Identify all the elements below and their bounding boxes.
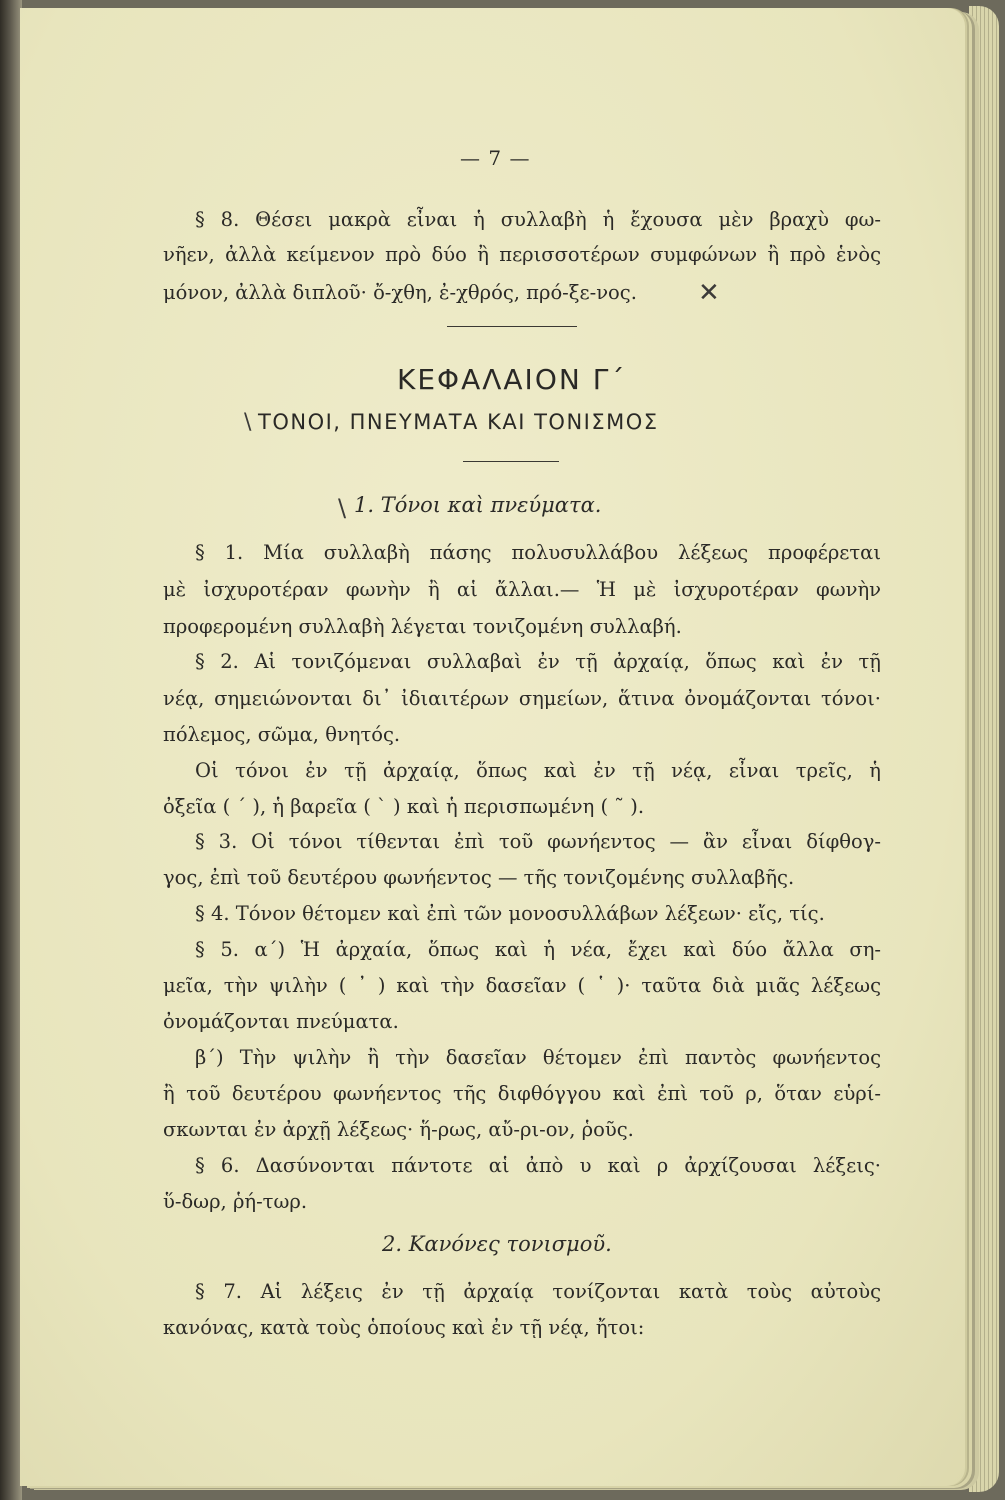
subsection-2-title: 2. Κανόνες τονισμοῦ. (382, 1232, 612, 1256)
chapter-title: ΚΕΦΑΛΑΙΟΝ Γ΄ (397, 363, 627, 396)
p3-line-1: Οἱ τόνοι ἐν τῇ ἀρχαίᾳ, ὅπως καὶ ἐν τῇ νέᾳ, εἶναι τρεῖς, ἡ (195, 759, 881, 782)
subsection-1-title: 1. Τόνοι καὶ πνεύματα. (354, 493, 602, 517)
p2-line-3: πόλεμος, σῶμα, θνητός. (163, 723, 401, 746)
pencil-tick-mark-chapter: \ (244, 410, 252, 435)
p9-line-1: § 7. Αἱ λέξεις ἐν τῇ ἀρχαίᾳ τονίζονται κατὰ τοὺς αὐτοὺς (195, 1280, 881, 1303)
p1-line-2: μὲ ἰσχυροτέραν φωνὴν ἢ αἱ ἄλλαι.— Ἡ μὲ ἰσχυροτέραν φωνὴν (163, 578, 881, 601)
p5-line-1: § 4. Τόνον θέτομεν καὶ ἐπὶ τῶν μονοσυλλάβων λέξεων· εἴς, τίς. (195, 902, 825, 925)
p6-line-1: § 5. α΄) Ἡ ἀρχαία, ὅπως καὶ ἡ νέα, ἔχει καὶ δύο ἄλλα ση- (195, 938, 881, 961)
p3-line-2: ὀξεῖα ( ΄ ), ἡ βαρεῖα ( ` ) καὶ ἡ περισπωμένη ( ῀ ). (163, 795, 645, 818)
s8-line-3: μόνον, ἀλλὰ διπλοῦ· ὄ-χθη, ἐ-χθρός, πρό-ξε-νος. (163, 281, 637, 304)
s8-line-2: νῆεν, ἀλλὰ κείμενον πρὸ δύο ἢ περισσοτέρων συμφώνων ἢ πρὸ ἑνὸς (163, 243, 881, 266)
chapter-subtitle: ΤΟΝΟΙ, ΠΝΕΥΜΑΤΑ ΚΑΙ ΤΟΝΙΣΜΟΣ (258, 410, 659, 434)
p4-line-1: § 3. Οἱ τόνοι τίθενται ἐπὶ τοῦ φωνήεντος — ἂν εἶναι δίφθογ- (195, 830, 881, 853)
s8-line-1: § 8. Θέσει μακρὰ εἶναι ἡ συλλαβὴ ἡ ἔχουσα μὲν βραχὺ φω- (195, 208, 881, 231)
p8-line-1: § 6. Δασύνονται πάντοτε αἱ ἀπὸ υ καὶ ρ ἀρχίζουσαι λέξεις· (195, 1154, 881, 1177)
p6-line-3: ὀνομάζονται πνεύματα. (163, 1010, 399, 1033)
page-edges (969, 6, 999, 1492)
p8-line-2: ὕ-δωρ, ῥή-τωρ. (163, 1190, 308, 1213)
p4-line-2: γος, ἐπὶ τοῦ δευτέρου φωνήεντος — τῆς τονιζομένης συλλαβῆς. (163, 866, 795, 889)
p7-line-2: ἢ τοῦ δευτέρου φωνήεντος τῆς διφθόγγου καὶ ἐπὶ τοῦ ρ, ὅταν εὑρί- (163, 1082, 881, 1105)
p1-line-3: προφερομένη συλλαβὴ λέγεται τονιζομένη συλλαβή. (163, 615, 682, 638)
divider-rule-top (447, 326, 577, 327)
p9-line-2: κανόνας, κατὰ τοὺς ὁποίους καὶ ἐν τῇ νέᾳ, ἤτοι: (163, 1316, 645, 1339)
pencil-cross-mark: ✕ (698, 278, 720, 308)
book-binding (0, 0, 22, 1500)
divider-rule-bottom (463, 461, 559, 462)
p7-line-3: σκωνται ἐν ἀρχῇ λέξεως· ἥ-ρως, αὔ-ρι-ον, ῥοῦς. (163, 1118, 634, 1141)
p2-line-1: § 2. Αἱ τονιζόμεναι συλλαβαὶ ἐν τῇ ἀρχαίᾳ, ὅπως καὶ ἐν τῇ (195, 650, 881, 673)
p1-line-1: § 1. Μία συλλαβὴ πάσης πολυσυλλάβου λέξεως προφέρεται (195, 541, 881, 564)
p7-line-1: β΄) Τὴν ψιλὴν ἢ τὴν δασεῖαν θέτομεν ἐπὶ παντὸς φωνήεντος (195, 1046, 881, 1069)
p2-line-2: νέᾳ, σημειώνονται δι᾽ ἰδιαιτέρων σημείων, ἅτινα ὀνομάζονται τόνοι· (163, 687, 881, 710)
pencil-tick-mark-subsection: \ (338, 494, 347, 522)
page-number: — 7 — (460, 146, 531, 170)
p6-line-2: μεῖα, τὴν ψιλὴν ( ᾿ ) καὶ τὴν δασεῖαν ( ῾ )· ταῦτα διὰ μιᾶς λέξεως (163, 974, 881, 997)
